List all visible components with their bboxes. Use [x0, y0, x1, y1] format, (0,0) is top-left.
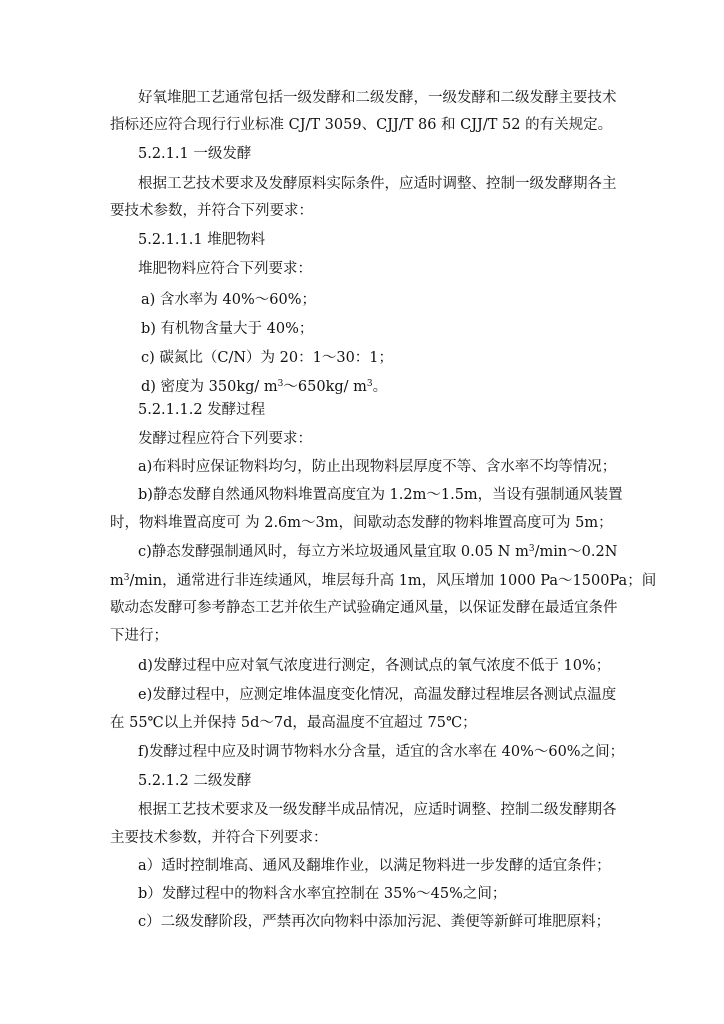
section-heading-5-2-1-2: 5.2.1.2 二级发酵: [138, 773, 252, 789]
section-5-2-1-2-text-line-1: 根据工艺技术要求及一级发酵半成品情况，应适时调整、控制二级发酵期各: [138, 802, 617, 818]
section-5-2-1-2-text-line-2: 主要技术参数，并符合下列要求：: [110, 830, 328, 846]
list-item-forced-ventilation-line-1: c)静态发酵强制通风时，每立方米垃圾通风量宜取 0.05 N $m^3/\min\sim 0.2N$: [138, 544, 618, 560]
list-item-oxygen: d)发酵过程中应对氧气浓度进行测定，各测试点的氧气浓度不低于 10%；: [138, 658, 611, 674]
list-item-moisture-adjustment: f)发酵过程中应及时调节物料水分含量，适宜的含水率在 40%～60%之间；: [138, 744, 625, 760]
section-heading-5-2-1-1-2: 5.2.1.1.2 发酵过程: [138, 402, 266, 418]
section-5-2-1-1-1-lead: 堆肥物料应符合下列要求：: [138, 261, 312, 277]
list-item-cn-ratio: c) 碳氮比（C/N）为 20：1～30：1；: [141, 350, 394, 366]
list-item-even-distribution: a)布料时应保证物料均匀，防止出现物料层厚度不等、含水率不均等情况；: [138, 459, 617, 475]
section-heading-5-2-1-1: 5.2.1.1 一级发酵: [138, 146, 252, 162]
list-item-density: d) 密度为 350kg/ $m^3\sim 650kg/$ $m^3$。: [141, 379, 388, 395]
list-item-temperature-line-1: e)发酵过程中，应测定堆体温度变化情况，高温发酵过程堆层各测试点温度: [138, 687, 617, 703]
list-item-no-fresh-material: c）二级发酵阶段，严禁再次向物料中添加污泥、粪便等新鲜可堆肥原料；: [138, 914, 611, 930]
list-item-stacking-control: a）适时控制堆高、通风及翻堆作业，以满足物料进一步发酵的适宜条件；: [138, 858, 611, 874]
intro-line-2: 指标还应符合现行行业标准 CJ/T 3059、CJJ/T 86 和 CJJ/T 52 的有关规定。: [110, 117, 613, 133]
section-5-2-1-1-text-line-2: 要技术参数，并符合下列要求：: [110, 203, 313, 219]
list-item-forced-ventilation-line-3: 歇动态发酵可参考静态工艺并依生产试验确定通风量，以保证发酵在最适宜条件: [110, 600, 618, 616]
list-item-forced-ventilation-line-4: 下进行；: [110, 628, 168, 644]
section-5-2-1-1-2-lead: 发酵过程应符合下列要求：: [138, 431, 312, 447]
list-item-organic-content: b) 有机物含量大于 40%；: [141, 321, 314, 337]
list-item-stack-height-line-2: 时，物料堆置高度可 为 2.6m～3m，间歇动态发酵的物料堆置高度可为 5m；: [110, 515, 613, 531]
section-heading-5-2-1-1-1: 5.2.1.1.1 堆肥物料: [138, 232, 266, 248]
list-item-temperature-line-2: 在 55℃以上并保持 5d～7d，最高温度不宜超过 75℃；: [110, 715, 477, 731]
list-item-moisture-range: b）发酵过程中的物料含水率宜控制在 35%～45%之间；: [138, 886, 507, 902]
list-item-stack-height-line-1: b)静态发酵自然通风物料堆置高度宜为 1.2m～1.5m，当设有强制通风装置: [138, 487, 623, 503]
intro-line-1: 好氧堆肥工艺通常包括一级发酵和二级发酵，一级发酵和二级发酵主要技术: [138, 90, 617, 106]
list-item-forced-ventilation-line-2: $m^3/\min$，通常进行非连续通风，堆层每升高 1m，风压增加 1000 Pa～1500Pa；间: [110, 573, 657, 589]
list-item-moisture: a) 含水率为 40%～60%；: [141, 292, 316, 308]
section-5-2-1-1-text-line-1: 根据工艺技术要求及发酵原料实际条件，应适时调整、控制一级发酵期各主: [138, 176, 617, 192]
